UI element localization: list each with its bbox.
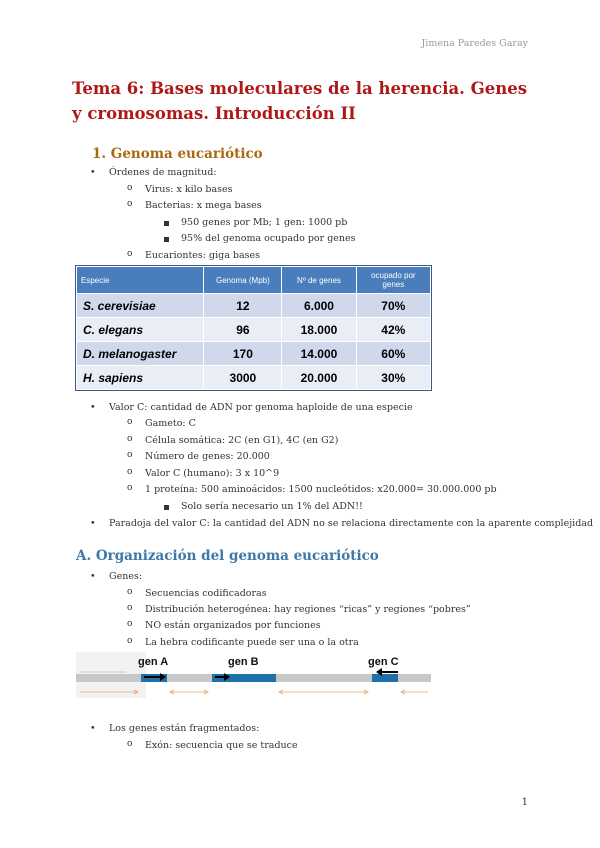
section-heading-organizacion: A. Organización del genoma eucariótico	[76, 548, 379, 564]
table-cell-genome: 96	[204, 318, 282, 342]
bullet-no-organizados: o NO están organizados por funciones	[145, 620, 321, 631]
bullet-bacterias: o Bacterias: x mega bases	[145, 200, 262, 211]
page-number: 1	[521, 797, 528, 808]
bullet-fragmentados: • Los genes están fragmentados:	[109, 723, 259, 734]
table-cell-genes: 18.000	[282, 318, 356, 342]
gene-a-label: gen A	[138, 656, 169, 668]
gene-b-label: gen B	[228, 656, 259, 668]
bullet-secuencias: o Secuencias codificadoras	[145, 588, 267, 599]
bullet-valor-c-humano: o Valor C (humano): 3 x 10^9	[145, 468, 279, 479]
bullet-celula-somatica: o Célula somática: 2C (en G1), 4C (en G2)	[145, 435, 338, 446]
table-header-especie: Especie	[77, 267, 204, 294]
bullet-solo-necesario: Solo sería necesario un 1% del ADN!!	[181, 501, 363, 512]
table-cell-genome: 170	[204, 342, 282, 366]
table-header-row	[77, 267, 431, 294]
table-cell-pct: 70%	[356, 294, 430, 318]
table-cell-genes: 20.000	[282, 366, 356, 390]
table-cell-pct: 30%	[356, 366, 430, 390]
header-author: Jimena Paredes Garay	[421, 38, 528, 49]
bullet-pct-genes: 95% del genoma ocupado por genes	[181, 233, 356, 244]
bullet-exon: o Exón: secuencia que se traduce	[145, 740, 298, 751]
table-cell-pct: 42%	[356, 318, 430, 342]
table-cell-species: H. sapiens	[77, 366, 204, 390]
table-header-ocupado: ocupado por genes	[356, 267, 430, 294]
gene-c-label: gen C	[368, 656, 399, 668]
bullet-ordenes: • Órdenes de magnitud:	[109, 167, 217, 178]
table-row	[77, 366, 431, 390]
bullet-virus: o Virus: x kilo bases	[145, 184, 233, 195]
gene-diagram	[76, 652, 431, 698]
table-cell-species: D. melanogaster	[77, 342, 204, 366]
bullet-distribucion: o Distribución heterogénea: hay regiones “ricas” y regiones “pobres”	[145, 604, 471, 615]
bullet-numero-genes: o Número de genes: 20.000	[145, 451, 270, 462]
bullet-hebra: o La hebra codificante puede ser una o la otra	[145, 637, 359, 648]
table-cell-pct: 60%	[356, 342, 430, 366]
table-header-genoma: Genoma (Mpb)	[204, 267, 282, 294]
gene-c-block	[372, 674, 398, 682]
table-row	[77, 342, 431, 366]
table-cell-genome: 12	[204, 294, 282, 318]
genome-table	[76, 266, 431, 390]
table-row	[77, 318, 431, 342]
table-cell-species: S. cerevisiae	[77, 294, 204, 318]
table-header-num-genes: Nº de genes	[282, 267, 356, 294]
bullet-proteina: o 1 proteína: 500 aminoácidos: 1500 nucleótidos: x20.000= 30.000.000 pb	[145, 484, 497, 495]
bullet-valor-c: • Valor C: cantidad de ADN por genoma haploide de una especie	[109, 402, 413, 413]
table-row	[77, 294, 431, 318]
document-title: Tema 6: Bases moleculares de la herencia. Genes y cromosomas. Introducción II	[72, 79, 528, 123]
table-cell-genes: 6.000	[282, 294, 356, 318]
table-cell-genome: 3000	[204, 366, 282, 390]
bullet-paradoja: • Paradoja del valor C: la cantidad del ADN no se relaciona directamente con la aparente complejidad	[109, 518, 593, 529]
bullet-eucariontes: o Eucariontes: giga bases	[145, 250, 260, 261]
table-cell-genes: 14.000	[282, 342, 356, 366]
bullet-genes: • Genes:	[109, 571, 142, 582]
bullet-genes-por-mb: 950 genes por Mb; 1 gen: 1000 pb	[181, 217, 348, 228]
section-heading-genoma-eucariotico: 1. Genoma eucariótico	[92, 146, 263, 162]
table-cell-species: C. elegans	[77, 318, 204, 342]
bullet-gameto: o Gameto: C	[145, 418, 196, 429]
